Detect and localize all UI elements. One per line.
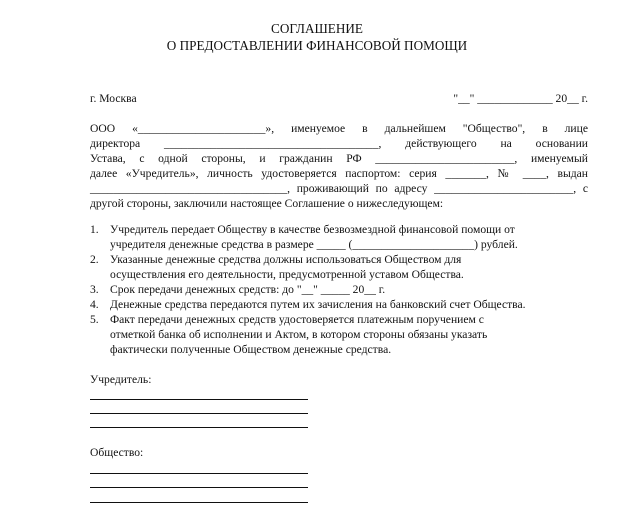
clause-number: 1.	[90, 223, 99, 236]
city: г. Москва	[90, 92, 137, 105]
clause-text: Учредитель передает Обществу в качестве безвозмездной финансовой помощи от	[110, 223, 515, 236]
clause-text: Денежные средства передаются путем их зачисления на банковский счет Общества.	[110, 298, 526, 311]
company-label: Общество:	[90, 446, 144, 459]
clause-line: осуществления его деятельности, предусмотренной уставом Общества.	[110, 268, 464, 281]
clause-text: Факт передачи денежных средств удостоверяется платежным поручением с	[110, 313, 484, 326]
clause-line: учредителя денежные средства в размере _____ (_____________________) рублей.	[110, 238, 518, 251]
clause-number: 2.	[90, 253, 99, 266]
document-subtitle: О ПРЕДОСТАВЛЕНИИ ФИНАНСОВОЙ ПОМОЩИ	[166, 38, 468, 53]
clause-line: отметкой банка об исполнении и Актом, в котором стороны обязаны указать	[110, 328, 488, 341]
signature-line	[90, 487, 308, 488]
intro-line: Устава, с одной стороны, и гражданин РФ ________________________, именуемый	[90, 152, 588, 165]
clause-line	[90, 298, 588, 312]
document-date: "__" _____________ 20__ г.	[453, 92, 588, 105]
clause-line	[90, 253, 588, 267]
signature-line	[90, 473, 308, 474]
clause-line: фактически полученные Обществом денежные средства.	[110, 343, 392, 356]
clause-number: 3.	[90, 283, 99, 296]
clause-line	[90, 223, 588, 237]
founder-label: Учредитель:	[90, 373, 152, 386]
signature-line	[90, 427, 308, 428]
document-title: СОГЛАШЕНИЕ	[271, 21, 363, 36]
clause-number: 5.	[90, 313, 99, 326]
clause-text: Указанные денежные средства должны использоваться Обществом для	[110, 253, 462, 266]
intro-line: другой стороны, заключили настоящее Соглашение о нижеследующем:	[90, 197, 444, 210]
clause-line	[90, 283, 588, 297]
intro-line: ООО «______________________», именуемое в дальнейшем "Общество", в лице	[90, 122, 588, 135]
clause-text: Срок передачи денежных средств: до "__" _____ 20__ г.	[110, 283, 386, 296]
signature-line	[90, 502, 308, 503]
intro-line: __________________________________, проживающий по адресу ________________________, с	[90, 182, 588, 195]
clause-number: 4.	[90, 298, 99, 311]
signature-line	[90, 413, 308, 414]
intro-line: директора _____________________________________, действующего на основании	[90, 137, 588, 150]
intro-line: далее «Учредитель», личность удостоверяется паспортом: серия _______, № ____, выдан	[90, 167, 588, 180]
signature-line	[90, 399, 308, 400]
clause-line	[90, 313, 588, 327]
